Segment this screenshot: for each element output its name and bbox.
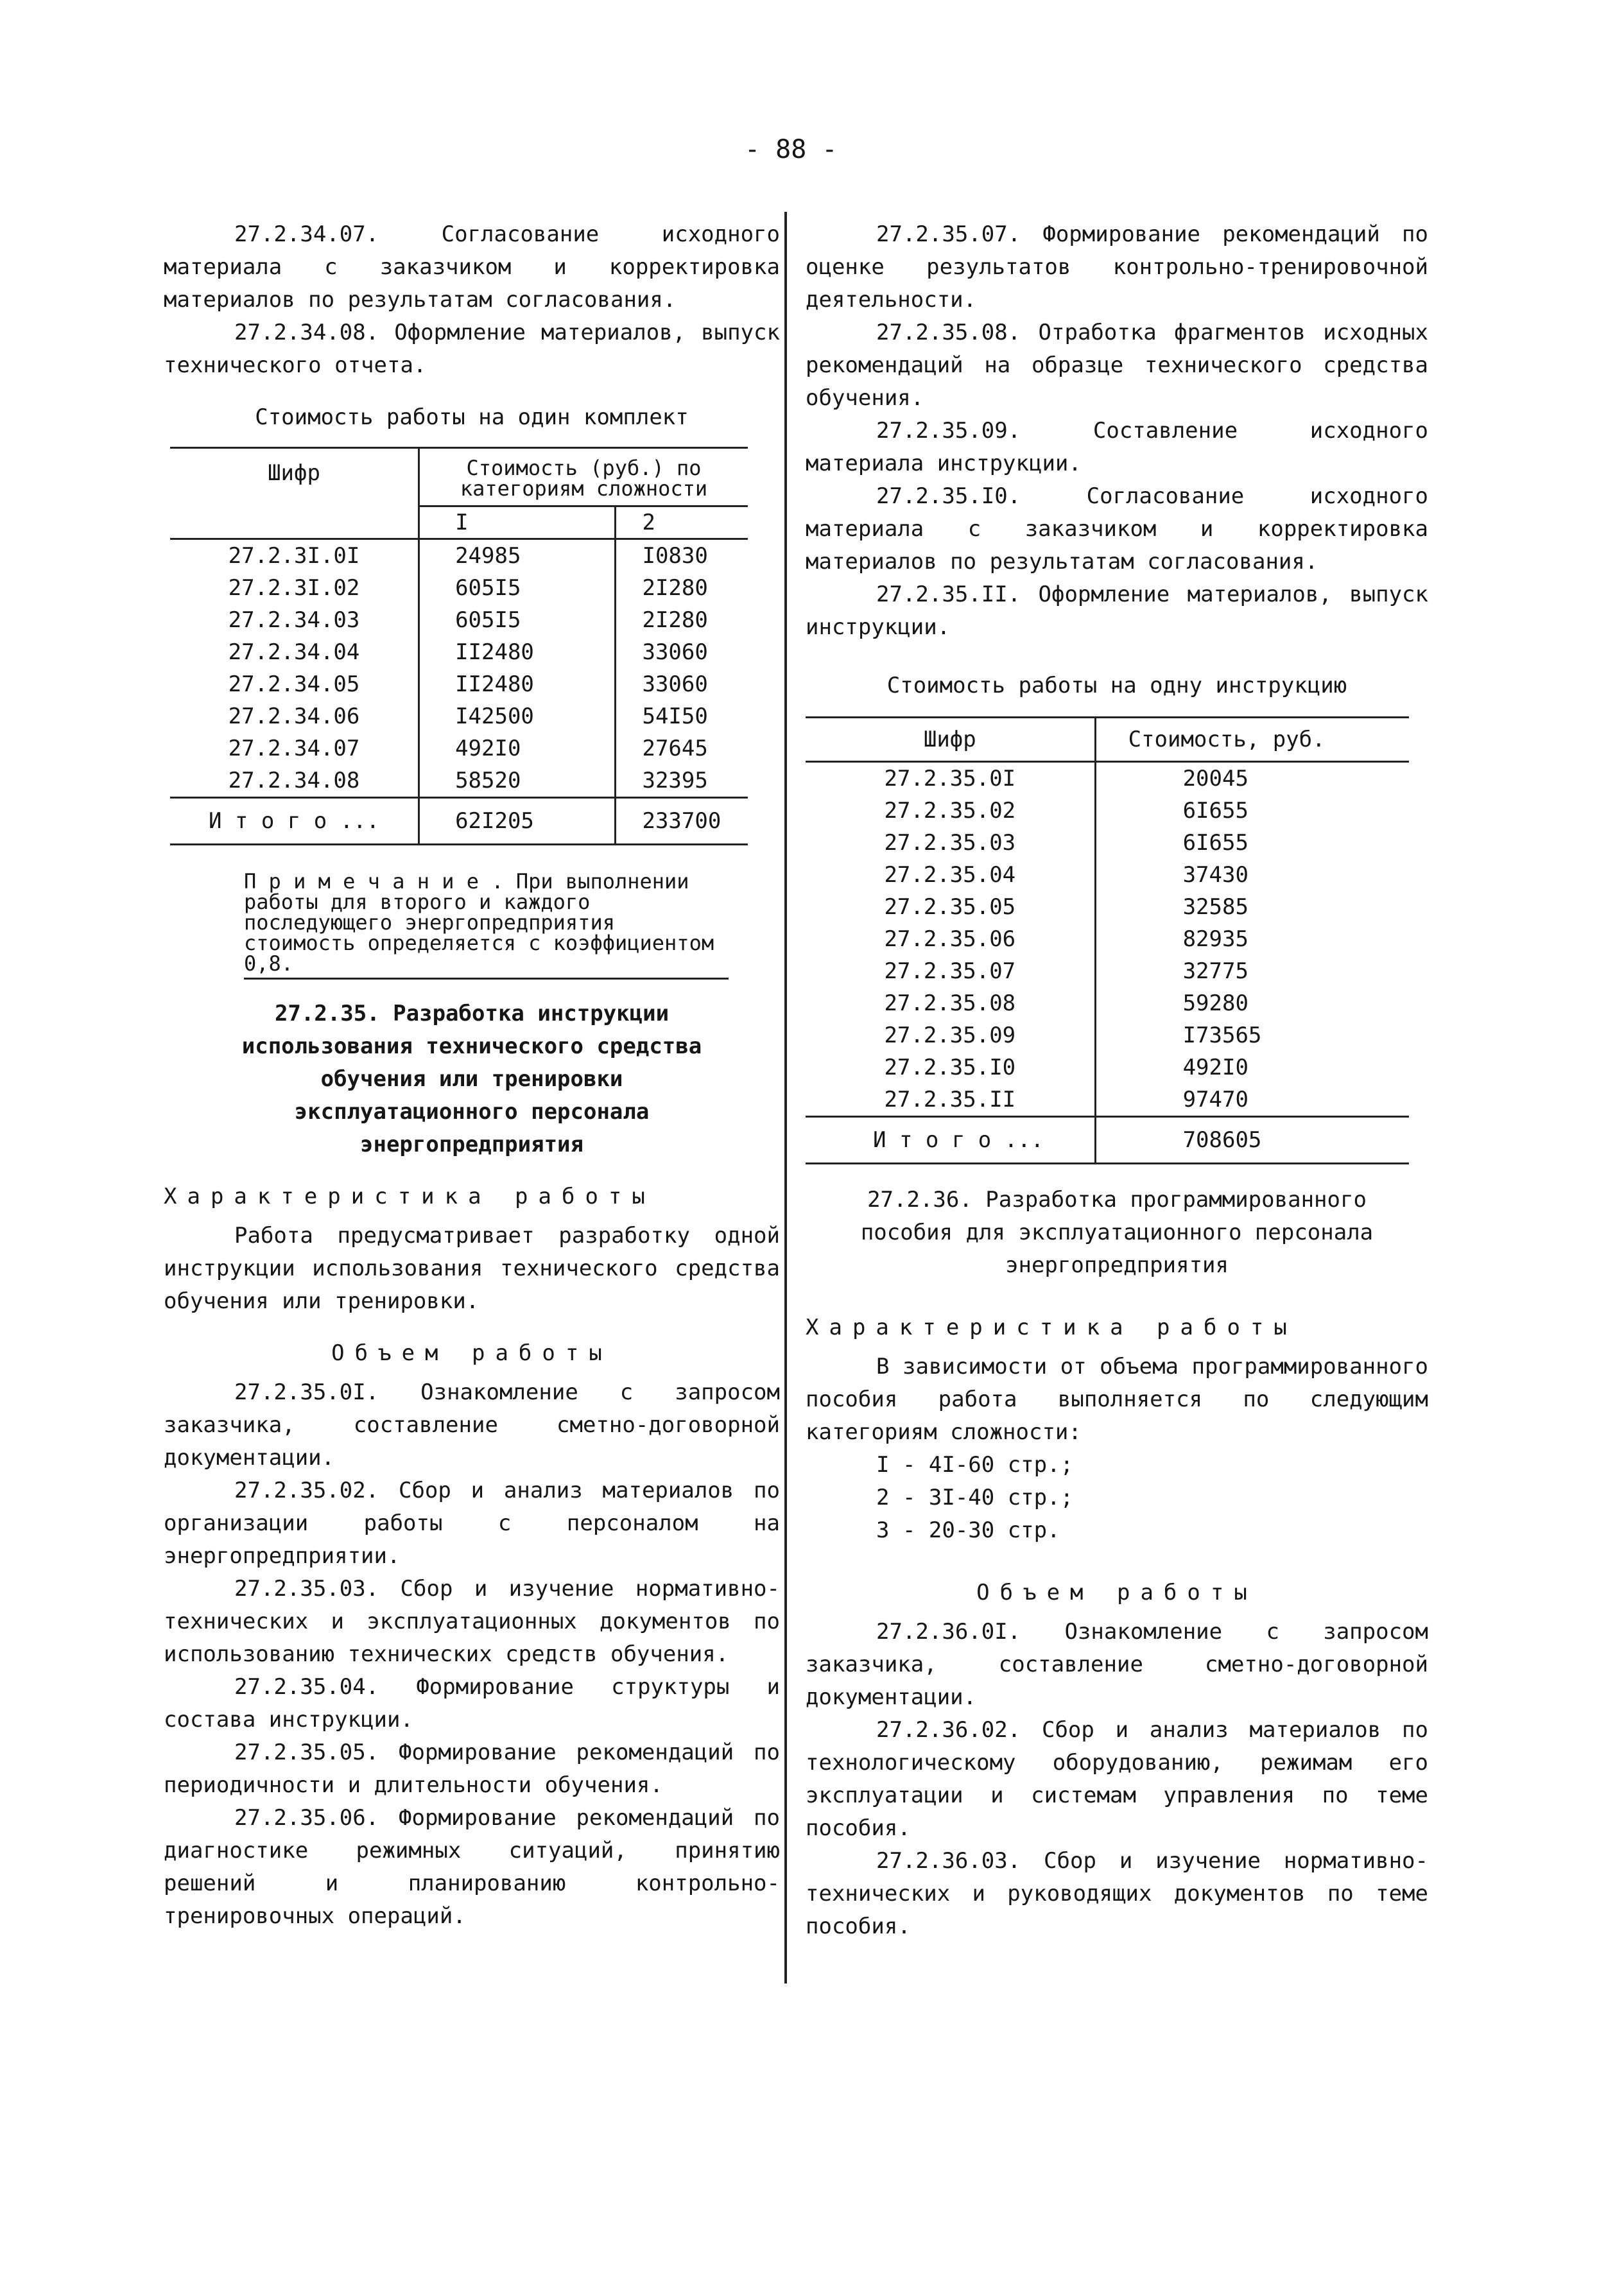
table-caption: Стоимость работы на один комплект [255,404,689,430]
list-item: 27.2.35.II. Оформление материалов, выпуск инструкции. [806,582,1428,640]
cell-code: 27.2.3I.02 [228,575,360,601]
table-row [806,1084,1409,1117]
cell-value: 54I50 [616,700,748,732]
cell-value: 2I280 [616,572,748,604]
cell-value: I73565 [1095,1019,1409,1051]
section-heading: Объем работы [331,1340,612,1366]
section-heading: Объем работы [976,1580,1257,1605]
table-row [170,700,748,732]
cell-code: 27.2.3I.0I [228,543,360,569]
cell-value: 27645 [616,732,748,765]
section-heading: Характеристика работы [806,1315,1297,1340]
total-label: И т о г о ... [208,808,380,834]
cell-value: 59280 [1095,987,1409,1019]
table-row [806,987,1409,1019]
column-header: Шифр [268,460,320,486]
right-column [806,218,1428,1943]
cell-code: 27.2.35.08 [884,990,1016,1016]
list-item: 27.2.35.I0. Согласование исходного материала с заказчиком и корректировка материалов по результатам согласования. [806,483,1428,575]
paragraph: Работа предусматривает разработку одной инструкции использования технического средства обучения или тренировки. [164,1223,780,1314]
table-row [170,732,748,765]
cell-value: I42500 [419,700,616,732]
section-heading: Характеристика работы [164,1184,655,1209]
cell-code: 27.2.34.08 [228,768,360,793]
cell-code: 27.2.35.03 [884,830,1016,856]
total-value: 708605 [1095,1117,1409,1164]
table-row [170,765,748,798]
table-row [806,795,1409,827]
column-header: Шифр [923,727,976,752]
cell-code: 27.2.35.II [884,1087,1016,1112]
table-row [170,604,748,636]
cell-value: 605I5 [419,572,616,604]
total-label: И т о г о ... [873,1127,1044,1153]
left-column [164,218,780,1933]
cost-table-instruction [806,716,1409,1164]
table-row [806,827,1409,859]
column-header: 2 [616,506,748,539]
cell-value: 97470 [1095,1084,1409,1117]
total-value: 62I205 [419,798,616,845]
cell-value: 32395 [616,765,748,798]
table-row [806,955,1409,987]
table-row [170,636,748,668]
cell-value: 32775 [1095,955,1409,987]
cost-table-complete-set [170,447,748,845]
cell-value: I0830 [616,539,748,573]
cell-code: 27.2.34.03 [228,607,360,633]
cell-code: 27.2.35.05 [884,894,1016,920]
list-item: 27.2.35.09. Составление исходного материала инструкции. [806,418,1428,476]
list-item: 27.2.35.07. Формирование рекомендаций по оценке результатов контрольно-тренировочной деятельности. [806,221,1428,313]
list-item: 27.2.36.0I. Ознакомление с запросом заказчика, составление сметно-договорной документации. [806,1619,1428,1710]
cell-value: 82935 [1095,923,1409,955]
list-item: 27.2.35.05. Формирование рекомендаций по периодичности и длительности обучения. [164,1740,780,1798]
cell-value: 492I0 [419,732,616,765]
column-header: Стоимость (руб.) по категориям сложности [419,448,748,506]
column-header: I [419,506,616,539]
cell-code: 27.2.35.07 [884,958,1016,984]
cell-code: 27.2.35.0I [884,766,1016,791]
list-item: 27.2.35.0I. Ознакомление с запросом заказчика, составление сметно-договорной документации. [164,1379,780,1471]
cell-code: 27.2.35.06 [884,926,1016,952]
list-item: 27.2.35.02. Сбор и анализ материалов по организации работы с персоналом на энергопредприятии. [164,1478,780,1569]
table-row [806,1051,1409,1084]
list-item: 27.2.35.08. Отработка фрагментов исходных рекомендаций на образце технического средства обучения. [806,320,1428,411]
table-row [170,539,748,573]
cell-value: 37430 [1095,859,1409,891]
cell-code: 27.2.35.02 [884,798,1016,824]
cell-code: 27.2.34.05 [228,671,360,697]
section-title: 27.2.35. Разработка инструкции использования технического средства обучения или тренировки эксплуатационного персонала энергопредприятия [241,1001,702,1157]
cell-code: 27.2.35.09 [884,1023,1016,1048]
table-row [806,923,1409,955]
table-caption: Стоимость работы на одну инструкцию [886,673,1347,698]
cell-value: 6I655 [1095,795,1409,827]
list-item: 2 - 3I-40 стр.; [876,1485,1074,1510]
table-total-row [170,798,748,845]
table-note: П р и м е ч а н и е . При выполнении работы для второго и каждого последующего энергопредприятия стоимость определяется с коэффициентом 0,8. [244,871,729,980]
cell-code: 27.2.34.07 [228,736,360,761]
column-header: Стоимость, руб. [1095,718,1409,762]
cell-value: 33060 [616,636,748,668]
table-row [806,1019,1409,1051]
cell-value: 32585 [1095,891,1409,923]
table-total-row [806,1117,1409,1164]
paragraph: 27.2.34.07. Согласование исходного материала с заказчиком и корректировка материалов по результатам согласования. [164,221,780,313]
table-row [170,668,748,700]
table-row [806,859,1409,891]
list-item: 27.2.36.03. Сбор и изучение нормативно-технических и руководящих документов по теме пособия. [806,1848,1428,1939]
cell-value: 6I655 [1095,827,1409,859]
cell-value: 33060 [616,668,748,700]
cell-value: 24985 [419,539,616,573]
cell-code: 27.2.34.06 [228,704,360,729]
total-value: 233700 [616,798,748,845]
table-row [806,762,1409,795]
table-row [806,891,1409,923]
table-row [170,572,748,604]
cell-code: 27.2.35.I0 [884,1055,1016,1080]
list-item: 27.2.35.03. Сбор и изучение нормативно-технических и эксплуатационных документов по использованию технических средств обучения. [164,1576,780,1667]
list-item: 27.2.35.04. Формирование структуры и состава инструкции. [164,1674,780,1733]
list-item: 27.2.35.06. Формирование рекомендаций по диагностике режимных ситуаций, принятию решений и планированию контрольно-тренировочных операций. [164,1805,780,1929]
list-item: I - 4I-60 стр.; [876,1452,1074,1478]
cell-value: 58520 [419,765,616,798]
list-item: 27.2.36.02. Сбор и анализ материалов по технологическому оборудованию, режимам его эксплуатации и системам управления по теме пособия. [806,1717,1428,1841]
cell-value: II2480 [419,668,616,700]
cell-code: 27.2.35.04 [884,862,1016,888]
cell-value: 20045 [1095,762,1409,795]
cell-code: 27.2.34.04 [228,639,360,665]
cell-value: 492I0 [1095,1051,1409,1084]
section-title: 27.2.36. Разработка программированного пособия для эксплуатационного персонала энергопредприятия [860,1187,1374,1278]
cell-value: 605I5 [419,604,616,636]
page-number: - 88 - [745,135,838,164]
cell-value: 2I280 [616,604,748,636]
list-item: 3 - 20-30 стр. [876,1517,1060,1543]
paragraph: В зависимости от объема программированного пособия работа выполняется по следующим категориям сложности: [806,1354,1428,1445]
column-divider [784,212,787,1983]
cell-value: II2480 [419,636,616,668]
paragraph: 27.2.34.08. Оформление материалов, выпуск технического отчета. [164,320,780,378]
